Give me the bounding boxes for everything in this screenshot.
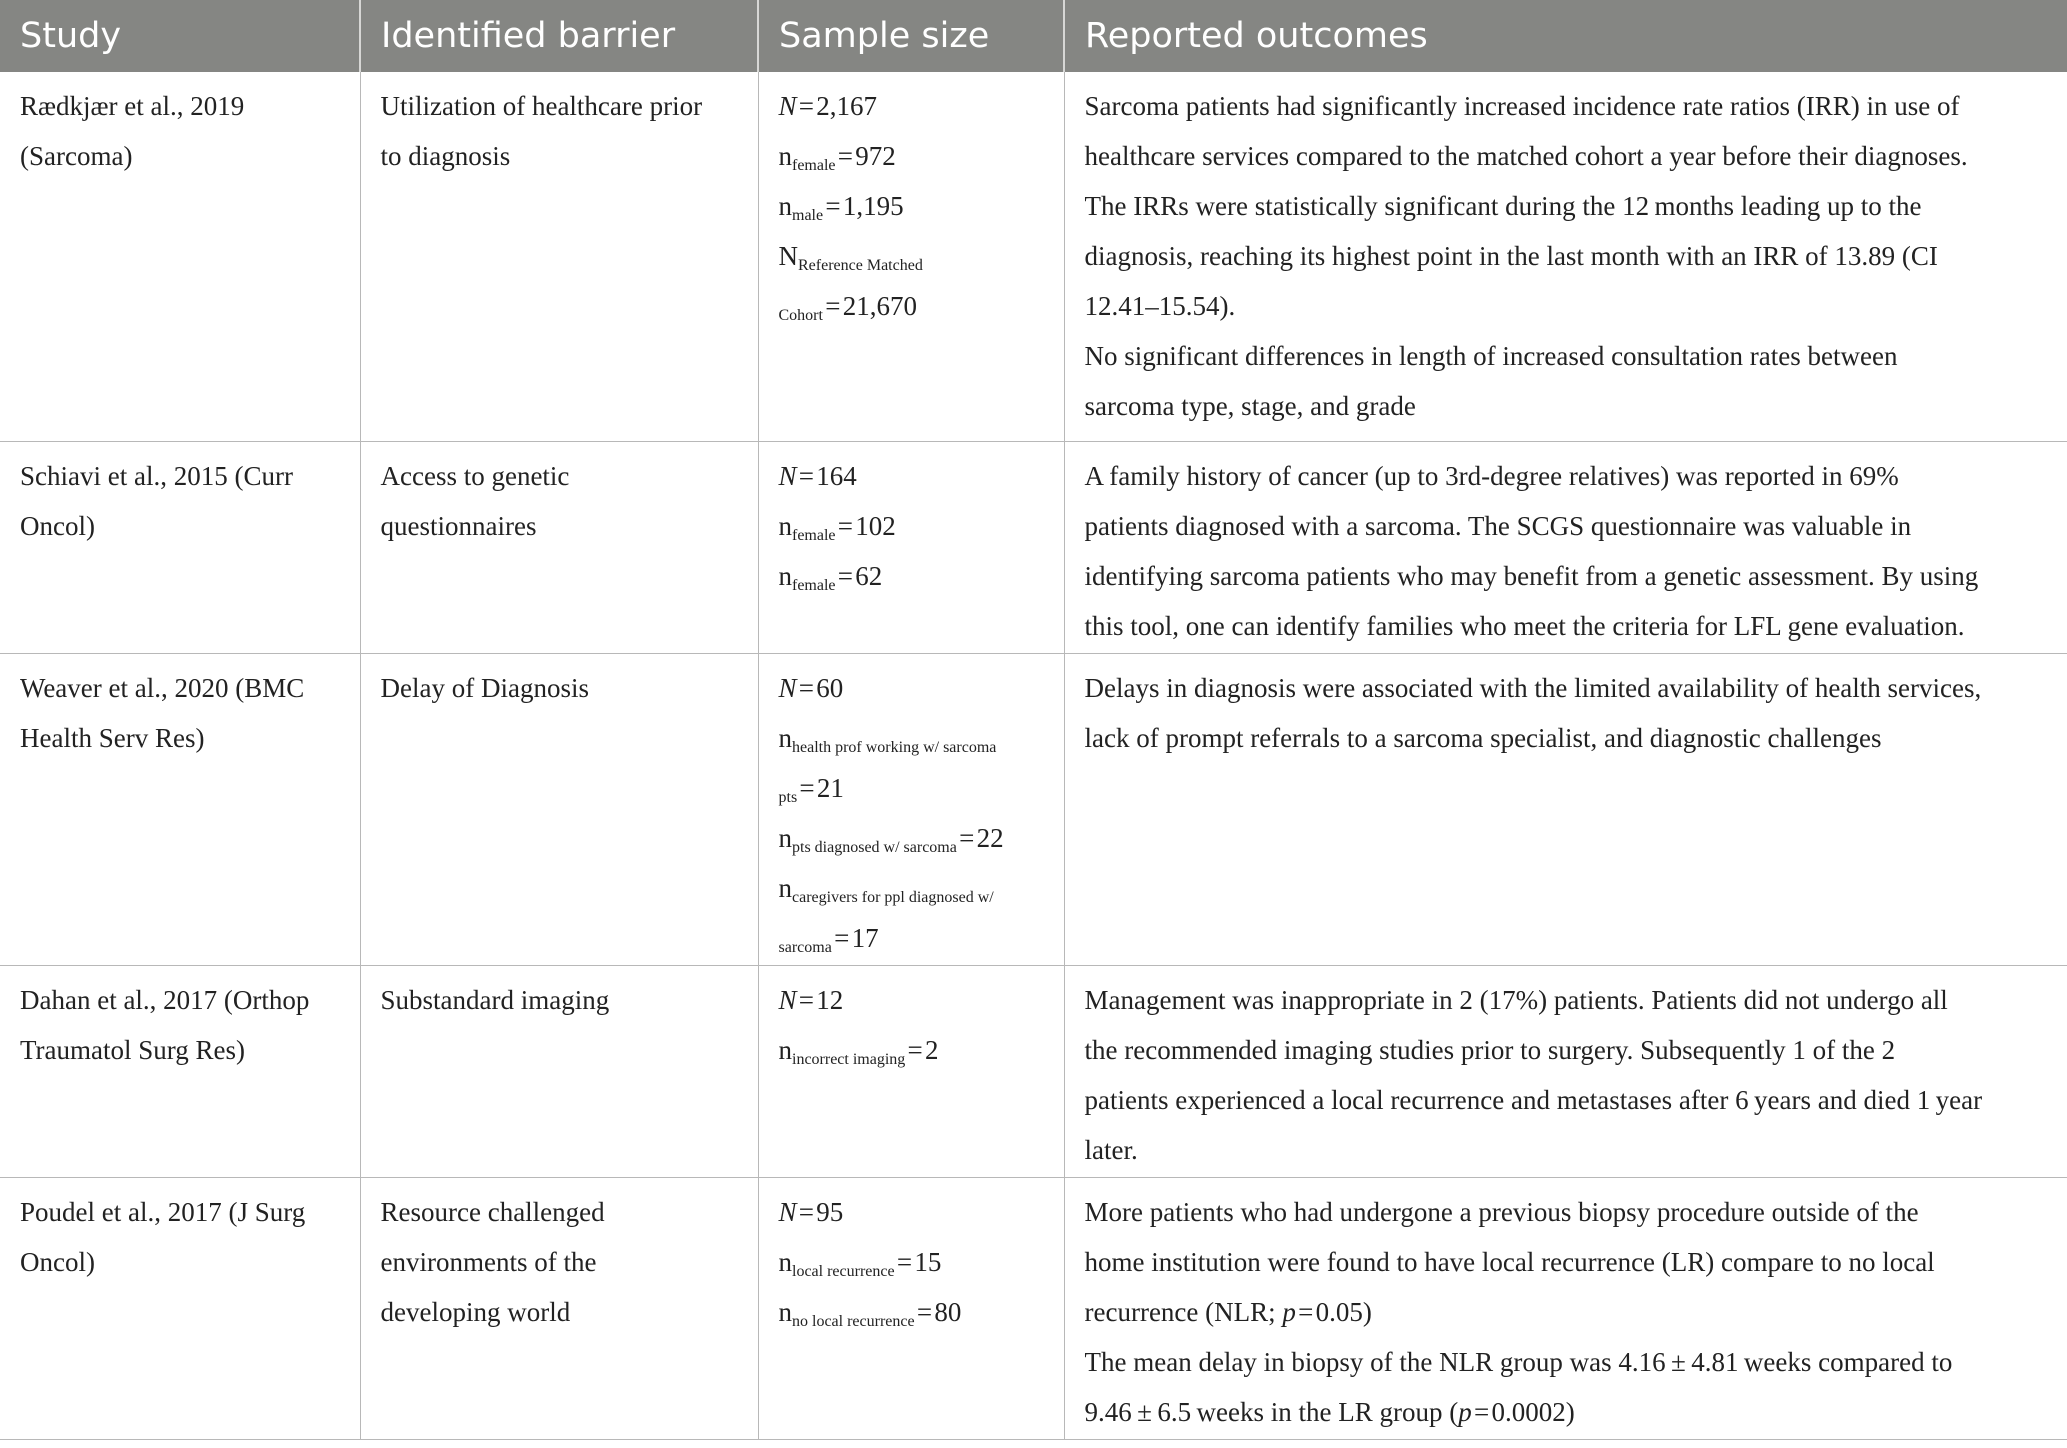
sample-subscript: female (792, 576, 836, 594)
sample-line: N = 2,167 (778, 91, 878, 121)
sample-line: $_{pts}$ = 21 (778, 773, 844, 806)
outcomes-cell (1064, 442, 2067, 654)
study-line: Oncol) (20, 1247, 95, 1277)
outcome-line: The mean delay in biopsy of the NLR group was 4.16 ± 4.81 weeks compared to (1084, 1347, 1953, 1377)
barrier-line: developing world (380, 1297, 571, 1327)
outcome-line: The IRRs were statistically significant during the 12 months leading up to the (1084, 191, 1922, 221)
outcome-line: No significant differences in length of increased consultation rates between (1084, 341, 1898, 371)
barrier-cell (360, 72, 758, 442)
outcome-line: identifying sarcoma patients who may benefit from a genetic assessment. By using (1084, 561, 1979, 591)
outcome-line: the recommended imaging studies prior to surgery. Subsequently 1 of the 2 (1084, 1035, 1896, 1065)
sample-cell (758, 1178, 1064, 1440)
sample-subscript: pts diagnosed w/ sarcoma (792, 838, 957, 856)
sample-line: $n_{incorrect imaging}$ = 2 (778, 1035, 939, 1068)
outcomes-cell (1064, 1178, 2067, 1440)
sample-line: $n_{male}$ = 1,195 (778, 191, 904, 224)
sample-line: $n_{female}$ = 102 (778, 511, 896, 544)
sample-value: 1,195 (842, 191, 904, 221)
barrier-line: Access to genetic (380, 461, 570, 491)
sample-subscript: incorrect imaging (792, 1050, 906, 1068)
outcome-line: 9.46 ± 6.5 weeks in the LR group (p = 0.0002) (1084, 1397, 1575, 1427)
barrier-cell (360, 654, 758, 966)
sample-subscript: no local recurrence (792, 1312, 915, 1330)
sample-value: 102 (855, 511, 896, 541)
outcome-line: recurrence (NLR; p = 0.05) (1084, 1297, 1372, 1327)
outcome-line: Sarcoma patients had significantly increased incidence rate ratios (IRR) in use of (1084, 91, 1960, 121)
sample-value: 2 (925, 1035, 939, 1065)
sample-cell (758, 654, 1064, 966)
study-line: Traumatol Surg Res) (20, 1035, 246, 1065)
sample-subscript: female (792, 156, 836, 174)
sample-line: N = 164 (778, 461, 857, 491)
sample-value: 21 (816, 773, 844, 803)
sample-value: 12 (816, 985, 844, 1015)
outcome-text: recurrence (NLR; (1084, 1297, 1283, 1327)
sample-value: 2,167 (816, 91, 878, 121)
study-line: Schiavi et al., 2015 (Curr (20, 461, 293, 491)
p-value: 0.05) (1315, 1297, 1372, 1327)
table-row (0, 72, 2067, 442)
sample-value: 62 (855, 561, 883, 591)
sample-value: 60 (816, 673, 844, 703)
outcome-line: healthcare services compared to the matched cohort a year before their diagnoses. (1084, 141, 1968, 171)
study-cell (0, 442, 360, 654)
outcome-line: diagnosis, reaching its highest point in the last month with an IRR of 13.89 (CI (1084, 241, 1938, 271)
outcomes-cell (1064, 72, 2067, 442)
study-line: Weaver et al., 2020 (BMC (20, 673, 305, 703)
table-row (0, 442, 2067, 654)
barrier-line: questionnaires (380, 511, 537, 541)
sample-value: 164 (816, 461, 857, 491)
study-line: (Sarcoma) (20, 141, 133, 171)
outcome-text: 9.46 ± 6.5 weeks in the LR group ( (1084, 1397, 1459, 1427)
barrier-line: to diagnosis (380, 141, 511, 171)
sample-line: $_{Cohort}$ = 21,670 (778, 291, 917, 324)
sample-line: $N_{Reference Matched}$ (778, 241, 923, 274)
sample-value: 15 (914, 1247, 942, 1277)
barrier-line: environments of the (380, 1247, 597, 1277)
barrier-cell (360, 442, 758, 654)
sample-line: $n_{local recurrence}$ = 15 (778, 1247, 942, 1280)
sample-value: 21,670 (842, 291, 917, 321)
sample-subscript: health prof working w/ sarcoma (792, 738, 997, 756)
study-line: Poudel et al., 2017 (J Surg (20, 1197, 306, 1227)
barrier-line: Utilization of healthcare prior (380, 91, 703, 121)
study-cell (0, 1178, 360, 1440)
header-barrier: Identified barrier (360, 0, 758, 72)
sample-subscript: pts (778, 788, 798, 806)
sample-line: $_{sarcoma}$ = 17 (778, 923, 879, 956)
table-row (0, 654, 2067, 966)
study-line: Oncol) (20, 511, 95, 541)
sample-subscript: local recurrence (792, 1262, 895, 1280)
outcomes-cell (1064, 654, 2067, 966)
sample-line: $n_{female}$ = 972 (778, 141, 896, 174)
sample-subscript: Cohort (778, 306, 823, 324)
sample-subscript: female (792, 526, 836, 544)
outcome-line: A family history of cancer (up to 3rd-degree relatives) was reported in 69% (1084, 461, 1899, 491)
study-line: Rædkjær et al., 2019 (20, 91, 245, 121)
sample-cell (758, 72, 1064, 442)
outcome-line: patients experienced a local recurrence and metastases after 6 years and died 1 year (1084, 1085, 1983, 1115)
outcome-line: Delays in diagnosis were associated with the limited availability of health services, (1084, 673, 1982, 703)
header-row (0, 0, 2067, 72)
sample-cell (758, 442, 1064, 654)
study-cell (0, 72, 360, 442)
header-sample-size: Sample size (758, 0, 1064, 72)
outcomes-cell (1064, 966, 2067, 1178)
outcome-line: this tool, one can identify families who meet the criteria for LFL gene evaluation. (1084, 611, 1965, 641)
barrier-cell (360, 1178, 758, 1440)
header-outcomes: Reported outcomes (1064, 0, 2067, 72)
sample-subscript: Reference Matched (798, 256, 923, 274)
outcome-line: Management was inappropriate in 2 (17%) patients. Patients did not undergo all (1084, 985, 1948, 1015)
sample-value: 972 (855, 141, 896, 171)
sample-cell (758, 966, 1064, 1178)
sample-line: N = 95 (778, 1197, 844, 1227)
outcome-line: patients diagnosed with a sarcoma. The SCGS questionnaire was valuable in (1084, 511, 1912, 541)
p-value: 0.0002) (1491, 1397, 1575, 1427)
outcome-line: later. (1084, 1135, 1138, 1165)
sample-line: $n_{caregivers for ppl diagnosed w/}$ (778, 873, 994, 906)
sample-subscript: male (792, 206, 824, 224)
study-cell (0, 966, 360, 1178)
table-row (0, 1178, 2067, 1440)
outcome-line: home institution were found to have local recurrence (LR) compare to no local (1084, 1247, 1935, 1277)
outcome-line: More patients who had undergone a previous biopsy procedure outside of the (1084, 1197, 1919, 1227)
outcome-line: 12.41–15.54). (1084, 291, 1236, 321)
sample-line: N = 60 (778, 673, 844, 703)
sample-subscript: caregivers for ppl diagnosed w/ (792, 888, 994, 906)
barrier-cell (360, 966, 758, 1178)
sample-value: 80 (934, 1297, 962, 1327)
study-line: Health Serv Res) (20, 723, 205, 753)
barrier-line: Resource challenged (380, 1197, 605, 1227)
sample-subscript: sarcoma (778, 938, 832, 956)
sample-line: $n_{pts diagnosed w/ sarcoma}$ = 22 (778, 823, 1004, 856)
barrier-line: Delay of Diagnosis (380, 673, 589, 703)
sample-line: $n_{health prof working w/ sarcoma}$ (778, 723, 997, 756)
sample-line: $n_{no local recurrence}$ = 80 (778, 1297, 962, 1330)
outcome-line: sarcoma type, stage, and grade (1084, 391, 1416, 421)
study-line: Dahan et al., 2017 (Orthop (20, 985, 310, 1015)
barrier-line: Substandard imaging (380, 985, 610, 1015)
sample-line: $n_{female}$ = 62 (778, 561, 883, 594)
sample-value: 95 (816, 1197, 844, 1227)
sample-value: 17 (851, 923, 879, 953)
study-cell (0, 654, 360, 966)
outcome-line: lack of prompt referrals to a sarcoma specialist, and diagnostic challenges (1084, 723, 1882, 753)
header-study: Study (0, 0, 360, 72)
sample-value: 22 (976, 823, 1004, 853)
table-row (0, 966, 2067, 1178)
sample-line: N = 12 (778, 985, 844, 1015)
